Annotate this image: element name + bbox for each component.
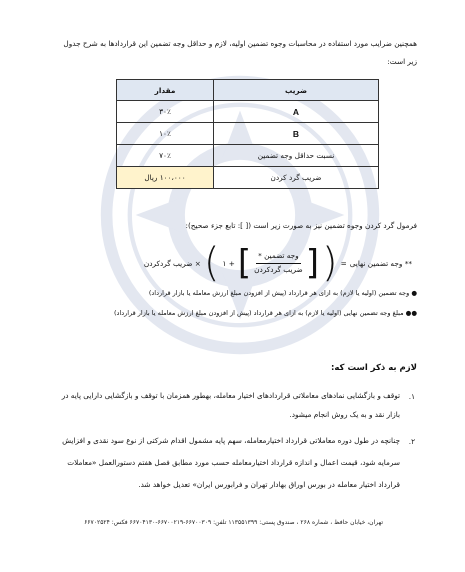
formula-numerator: وجه تضمین * [256, 252, 301, 264]
item-1-line-2: بازار نقد و به یک روش انجام میشود. [289, 410, 400, 419]
item-1-number: ۱. [408, 392, 415, 401]
header-amount: مقدار [117, 80, 214, 101]
item-2-line-3: قرارداد اختیار معامله در بورس اوراق بهادار تهران و فرابورس ایران» تعدیل خواهد شد. [138, 480, 400, 489]
page-footer: تهران، خیابان حافظ ، شماره ۲۶۸ ، صندوق پستی: ۱۱۳۵۵۱۳۹۹ تلفن: ۶۶۷۰۰۳۰۹-۶۶۷۰۰۲۱۹-۶۶۷۰۴۱۳۰ فکس: ۶۶۷۰۲۵۲۴ [84, 519, 383, 526]
row-amount: ۷۰٪ [117, 145, 214, 167]
item-1-line-1: توقف و بازگشایی نمادهای معاملاتی قراردادهای اختیار معامله، بهطور همزمان با توقف و بازگشایی دارایی پایه در [61, 391, 400, 400]
row-coef: B [214, 123, 379, 145]
row-coef: نسبت حداقل وجه تضمین [214, 145, 379, 167]
row-amount: ۱۰٪ [117, 123, 214, 145]
formula-paren-open: ( [321, 240, 338, 286]
intro-line-1: همچنین ضرایب مورد استفاده در محاسبات وجوه تضمین اولیه، لازم و حداقل وجه تضمین این قراردادها به شرح جدول [63, 39, 417, 48]
formula-plus-one: + ۱ [222, 258, 235, 268]
table-row [117, 101, 379, 123]
formula-equals: = [340, 258, 347, 268]
row-coef: A [214, 101, 379, 123]
formula-intro: فرمول گرد کردن وجوه تضمین نیز به صورت زیر است ([ ]: تابع جزء صحیح): [185, 221, 417, 230]
header-coef: ضریب [214, 80, 379, 101]
table-row [117, 167, 379, 189]
table-row [117, 145, 379, 167]
formula-paren-close: ) [203, 240, 220, 286]
formula-denominator: ضریب گردکردن [254, 264, 303, 274]
formula-bracket-close: ] [237, 243, 252, 283]
coefficient-table [116, 79, 379, 189]
table-row [117, 123, 379, 145]
row-amount: ۳۰٪ [117, 101, 214, 123]
table-header-row [117, 80, 379, 101]
formula-bracket-open: [ [305, 243, 319, 283]
rounding-formula [143, 240, 412, 286]
item-2-line-2: سرمایه شود، قیمت اعمال و اندازه قرارداد اختیارمعامله حسب مورد مطابق فصل هفتم دستورالعمل «معاملات [67, 458, 400, 467]
formula-lhs: ** وجه تضمین نهایی [349, 258, 412, 268]
note-1: ● وجه تضمین (اولیه یا لازم) به ازای هر قرارداد (پیش از افزودن مبلغ ارزش معامله یا بازار قرارداد) [148, 289, 417, 297]
item-2-line-1: چنانچه در طول دوره معاملاتی قرارداد اختیارمعامله، سهم پایه مشمول اقدام شرکتی از نوع سود نقدی و افزایش [62, 436, 400, 445]
row-coef: ضریب گرد کردن [214, 167, 379, 189]
formula-fraction [254, 252, 303, 275]
note-2: ●● مبلغ وجه تضمین نهایی (اولیه یا لازم) به ازای هر قرارداد (پیش از افزودن مبلغ ارزش معامله یا بازار قرارداد) [113, 309, 417, 317]
intro-line-2: زیر است: [387, 57, 417, 66]
formula-times: × ضریب گردکردن [143, 258, 201, 268]
item-2-number: ۲. [408, 437, 415, 446]
section-heading: لازم به ذکر است که: [331, 363, 417, 373]
row-amount: ۱۰۰،۰۰۰ ریال [117, 167, 214, 189]
